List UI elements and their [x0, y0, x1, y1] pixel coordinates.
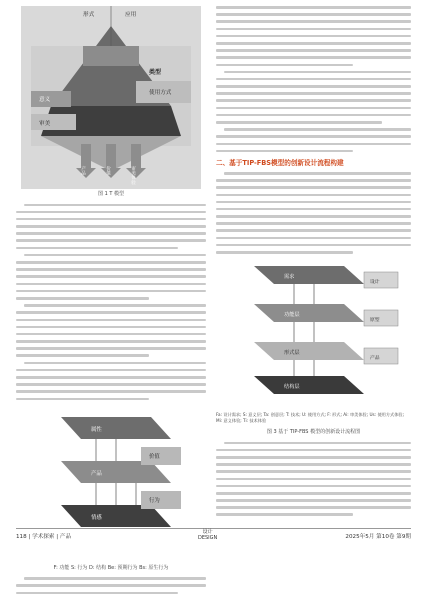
figure-2-caption: F: 功能 S: 行为 D: 结构 Be: 预期行为 Bs: 原生行为	[53, 564, 169, 571]
right-text-block-1	[216, 6, 411, 152]
tipfbs-process-diagram	[224, 258, 404, 410]
process-box-bottom: 产品	[369, 356, 380, 362]
process-layer-4: 结构层	[283, 384, 300, 391]
fbs-label-level4: 情感	[91, 514, 102, 521]
left-text-block-1	[16, 204, 206, 401]
label-form: 形式	[83, 12, 95, 18]
footer-right: 2025年5月 第10卷 第9期	[345, 534, 411, 540]
label-application: 应用	[125, 12, 137, 18]
section-heading: 二、基于TIP-FBS模型的创新设计流程构建	[216, 158, 344, 167]
process-box-top: 设计	[369, 280, 380, 286]
footer-mid-line2: DESIGN	[198, 535, 218, 541]
footer-mid-line1: 设计	[202, 529, 213, 535]
left-column	[16, 6, 206, 599]
footer-mid	[198, 529, 217, 541]
right-column	[216, 6, 411, 521]
figure-1-caption: 图 1 T 模型	[97, 191, 124, 197]
process-layer-1: 需求	[283, 274, 294, 281]
arrow-label-3: 审美体验	[130, 166, 136, 185]
label-usage: 使用方式	[149, 90, 172, 96]
label-type: 类型	[149, 69, 162, 76]
label-meaning: 意义	[39, 97, 51, 103]
footer-left: 118 | 学术探索 | 产品	[16, 534, 72, 540]
page-footer	[0, 528, 427, 546]
figure-t-model	[21, 6, 201, 189]
figure-tipfbs-process	[224, 258, 404, 410]
label-review: 审美	[39, 121, 51, 127]
figure-3-caption: 图 3 基于 TIP-FBS 模型的创新设计流程图	[266, 429, 361, 436]
arrow-label-2: 价值	[105, 166, 111, 176]
right-text-block-3	[216, 442, 411, 516]
process-box-mid: 原型	[369, 318, 380, 324]
fbs-label-level3: 行为	[149, 497, 160, 504]
fbs-label-right-top: 价值	[149, 453, 160, 460]
process-layer-3: 形式层	[283, 350, 300, 357]
process-layer-2: 功能层	[283, 312, 300, 319]
fbs-label-level2: 产品	[91, 470, 102, 477]
arrow-label-1: 产品	[80, 166, 86, 176]
figure-3-notes: Fa: 设计需求; S: 意义层; Ta: 创意层; T: 技术; U: 使用方式; F: 形式; Ai: 审美体验; Us: 使用方式体验; Mi: 意义体验; Ti: 技术体验	[216, 412, 404, 423]
t-model-diagram	[21, 6, 201, 189]
left-text-block-2	[16, 577, 206, 594]
right-text-block-2	[216, 172, 411, 254]
fbs-label-top: 属性	[91, 426, 102, 433]
